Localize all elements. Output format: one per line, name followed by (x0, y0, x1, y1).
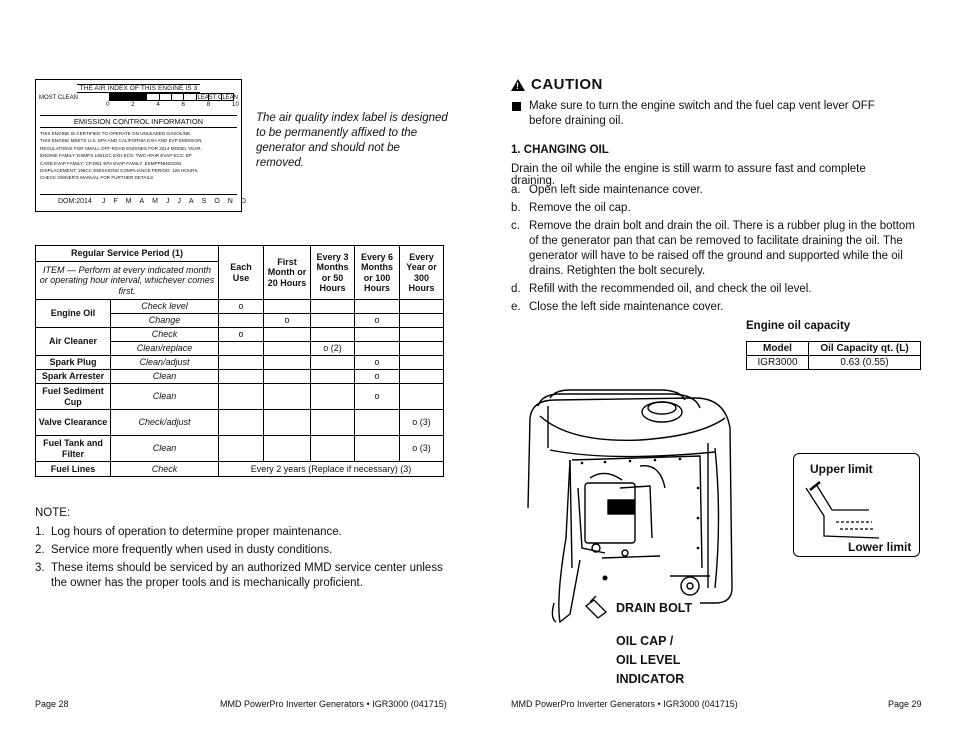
action-cell: Check (111, 462, 219, 477)
table-row (36, 410, 444, 436)
action-cell: Change (111, 314, 219, 328)
interval-cell: o (2) (311, 342, 355, 356)
interval-cell (355, 410, 400, 436)
step-item (511, 219, 921, 279)
interval-cell: o (355, 384, 400, 410)
note-number: 2. (35, 544, 45, 556)
right-page-number: Page 29 (888, 699, 922, 709)
notes-title: NOTE: (35, 507, 71, 519)
notes-list (35, 525, 447, 591)
most-clean-label: MOST CLEAN (39, 95, 78, 101)
table-row (36, 384, 444, 410)
notes-section (35, 506, 447, 594)
oil-level-inset (793, 453, 920, 557)
dom-month: M (152, 198, 158, 205)
dom-month: J (101, 198, 106, 205)
note-item (35, 525, 447, 540)
changing-oil-intro: Drain the oil while the engine is still warm to assure fast and complete draining. (511, 163, 866, 187)
drain-bolt-label: DRAIN BOLT (616, 601, 693, 615)
emission-line: THIS ENGINE IS CERTIFIED TO OPERATE ON UNLEADED GASOLINE. (40, 131, 192, 136)
oil-capacity-title: Engine oil capacity (746, 320, 851, 332)
interval-cell (264, 356, 311, 370)
action-cell: Check (111, 328, 219, 342)
note-number: 3. (35, 562, 45, 574)
interval-cell (400, 384, 444, 410)
interval-cell (311, 328, 355, 342)
caution-text: Make sure to turn the engine switch and the fuel cap vent lever OFF before draining oil. (511, 99, 906, 129)
left-page-number: Page 28 (35, 699, 69, 709)
step-item (511, 201, 921, 216)
step-text: Open left side maintenance cover. (529, 184, 703, 196)
capacity-cell: IGR3000 (747, 356, 809, 370)
dom-month: D (240, 198, 246, 205)
step-item (511, 183, 921, 198)
interval-cell (264, 328, 311, 342)
capacity-header: Model (747, 342, 809, 356)
capacity-cell: 0.63 (0.55) (809, 356, 921, 370)
step-text: Refill with the recommended oil, and check the oil level. (529, 283, 812, 295)
interval-header: Every 6 Months or 100 Hours (355, 246, 400, 300)
interval-header: Each Use (219, 246, 264, 300)
aqi-scale-number: 4 (156, 101, 160, 108)
step-letter: a. (511, 184, 521, 196)
component-cell: Engine Oil (36, 300, 111, 328)
interval-cell (219, 356, 264, 370)
period-header: Regular Service Period (1) (36, 246, 219, 262)
interval-cell (311, 356, 355, 370)
interval-cell (311, 410, 355, 436)
step-letter: e. (511, 301, 521, 313)
emission-line: DISPLACEMENT: 196CC EMISSIONS COMPLIANCE PERIOD: 125 HOURS (40, 168, 198, 174)
interval-cell: o (355, 314, 400, 328)
aqi-scale-number: 10 (231, 101, 239, 108)
interval-cell (400, 370, 444, 384)
aqi-title: THE AIR INDEX OF THIS ENGINE IS 3 (77, 84, 201, 93)
interval-cell (264, 370, 311, 384)
capacity-header: Oil Capacity qt. (L) (809, 342, 921, 356)
interval-cell: o (219, 328, 264, 342)
table-row (36, 462, 444, 477)
interval-cell (311, 436, 355, 462)
lower-limit-label: Lower limit (848, 540, 912, 554)
note-text: These items should be serviced by an authorized MMD service center unless the owner has the proper tools and is mechanically proficient. (51, 562, 443, 589)
step-text: Close the left side maintenance cover. (529, 301, 724, 313)
component-cell: Fuel Tank and Filter (36, 436, 111, 462)
emission-line: REGULATIONS FOR SMALL OFF-ROAD ENGINES FOR 2014 MODEL YEAR. (40, 145, 202, 151)
interval-cell (264, 300, 311, 314)
note-item (35, 561, 447, 591)
aqi-scale-number: 8 (206, 101, 211, 108)
interval-cell (219, 314, 264, 328)
component-cell: Valve Clearance (36, 410, 111, 436)
interval-cell (355, 300, 400, 314)
interval-cell (264, 342, 311, 356)
right-footer-title: MMD PowerPro Inverter Generators • IGR3000 (041715) (511, 699, 738, 709)
interval-cell: Every 2 years (Replace if necessary) (3) (219, 462, 444, 477)
table-row (747, 356, 921, 370)
interval-cell (219, 436, 264, 462)
action-cell: Clean (111, 370, 219, 384)
interval-cell (264, 410, 311, 436)
interval-cell: o (264, 314, 311, 328)
interval-cell (355, 342, 400, 356)
interval-cell (264, 436, 311, 462)
least-clean-label: LEAST CLEAN (197, 95, 238, 101)
step-item (511, 300, 921, 315)
note-item (35, 543, 447, 558)
aqi-scale-number: 6 (181, 101, 186, 108)
emission-heading: EMISSION CONTROL INFORMATION (40, 115, 237, 128)
step-text: Remove the oil cap. (529, 202, 631, 214)
oil-cap-label: OIL CAP / OIL LEVEL INDICATOR (616, 634, 685, 686)
table-row (36, 300, 444, 314)
step-letter: b. (511, 202, 521, 214)
interval-cell: o (3) (400, 436, 444, 462)
dom-month: A (139, 198, 145, 205)
upper-limit-label: Upper limit (810, 462, 873, 476)
dom-month: J (177, 198, 181, 205)
action-cell: Clean/replace (111, 342, 219, 356)
action-cell: Clean (111, 436, 219, 462)
action-cell: Clean/adjust (111, 356, 219, 370)
generator-illustration (510, 388, 760, 626)
interval-cell (355, 328, 400, 342)
aqi-scale-number: 2 (131, 101, 135, 108)
interval-header: Every 3 Months or 50 Hours (311, 246, 355, 300)
interval-cell (400, 356, 444, 370)
dom-month: M (125, 198, 132, 205)
interval-cell (219, 384, 264, 410)
interval-cell (219, 342, 264, 356)
interval-cell (219, 370, 264, 384)
service-schedule-table (35, 245, 444, 477)
emission-line: THIS ENGINE MEETS U.S. EPA AND CALIFORNIA EXH AND EVP EMISSION (40, 138, 202, 144)
aqi-scale (106, 101, 239, 108)
table-row (36, 356, 444, 370)
dom-month: O (214, 198, 220, 205)
component-cell: Spark Arrester (36, 370, 111, 384)
component-cell: Spark Plug (36, 356, 111, 370)
action-cell: Clean (111, 384, 219, 410)
date-of-manufacture (40, 194, 246, 205)
caution-title: CAUTION (531, 76, 603, 93)
interval-cell: o (355, 370, 400, 384)
note-text: Service more frequently when used in dusty conditions. (51, 544, 333, 556)
warning-icon (511, 79, 525, 91)
note-number: 1. (35, 526, 45, 538)
interval-cell (311, 384, 355, 410)
caution-heading (511, 76, 603, 93)
emission-label (35, 79, 246, 212)
dom-year: DOM:2014 (58, 198, 92, 205)
label-caption: The air quality index label is designed to be permanently affixed to the generator and should not be removed. (256, 112, 448, 169)
interval-cell: o (219, 300, 264, 314)
emission-line: CHECK OWNER'S MANUAL FOR FURTHER DETAILS (40, 175, 154, 181)
interval-cell (400, 314, 444, 328)
interval-cell (219, 410, 264, 436)
emission-lines (40, 130, 237, 182)
dom-month: J (166, 198, 170, 205)
action-cell: Check/adjust (111, 410, 219, 436)
dom-month: F (113, 198, 118, 205)
interval-cell (400, 300, 444, 314)
step-letter: d. (511, 283, 521, 295)
interval-header: First Month or 20 Hours (264, 246, 311, 300)
component-cell: Fuel Sediment Cup (36, 384, 111, 410)
table-row (36, 370, 444, 384)
interval-header: Every Year or 300 Hours (400, 246, 444, 300)
step-item (511, 282, 921, 297)
interval-cell (355, 436, 400, 462)
note-text: Log hours of operation to determine proper maintenance. (51, 526, 342, 538)
interval-cell (264, 384, 311, 410)
changing-oil-steps (511, 183, 921, 318)
emission-line: CARB EVAP FAMILY: CP1901 EPA EVAP FAMILY: EXMPPNHEG002 (40, 160, 182, 166)
interval-cell (311, 300, 355, 314)
left-footer-title: MMD PowerPro Inverter Generators • IGR3000 (041715) (220, 699, 447, 709)
emission-line: ENGINE FAMILY: EXMPS.1901GC EXH ECS: TWC+PAIR EVAP ECS: EP (40, 153, 192, 159)
changing-oil-heading: 1. CHANGING OIL (511, 144, 609, 156)
interval-cell (400, 342, 444, 356)
component-cell: Fuel Lines (36, 462, 111, 477)
interval-cell: o (3) (400, 410, 444, 436)
item-header: ITEM — Perform at every indicated month or operating hour interval, whichever comes first. (36, 262, 219, 300)
dom-month: S (201, 198, 207, 205)
table-row (36, 328, 444, 342)
aqi-scale-number: 0 (106, 101, 110, 108)
dom-month: A (189, 198, 194, 205)
step-text: Remove the drain bolt and drain the oil. There is a rubber plug in the bottom of the generator pan that can be removed to facilitate draining the oil. The generator will have to be raised off the ground and supported while the oil drains. Retighten the bolt securely. (529, 220, 915, 277)
dom-month: N (227, 198, 233, 205)
oil-capacity-table (746, 341, 921, 370)
interval-cell (400, 328, 444, 342)
table-row (36, 436, 444, 462)
interval-cell (311, 314, 355, 328)
action-cell: Check level (111, 300, 219, 314)
interval-cell: o (355, 356, 400, 370)
interval-cell (311, 370, 355, 384)
component-cell: Air Cleaner (36, 328, 111, 356)
step-letter: c. (511, 220, 520, 232)
